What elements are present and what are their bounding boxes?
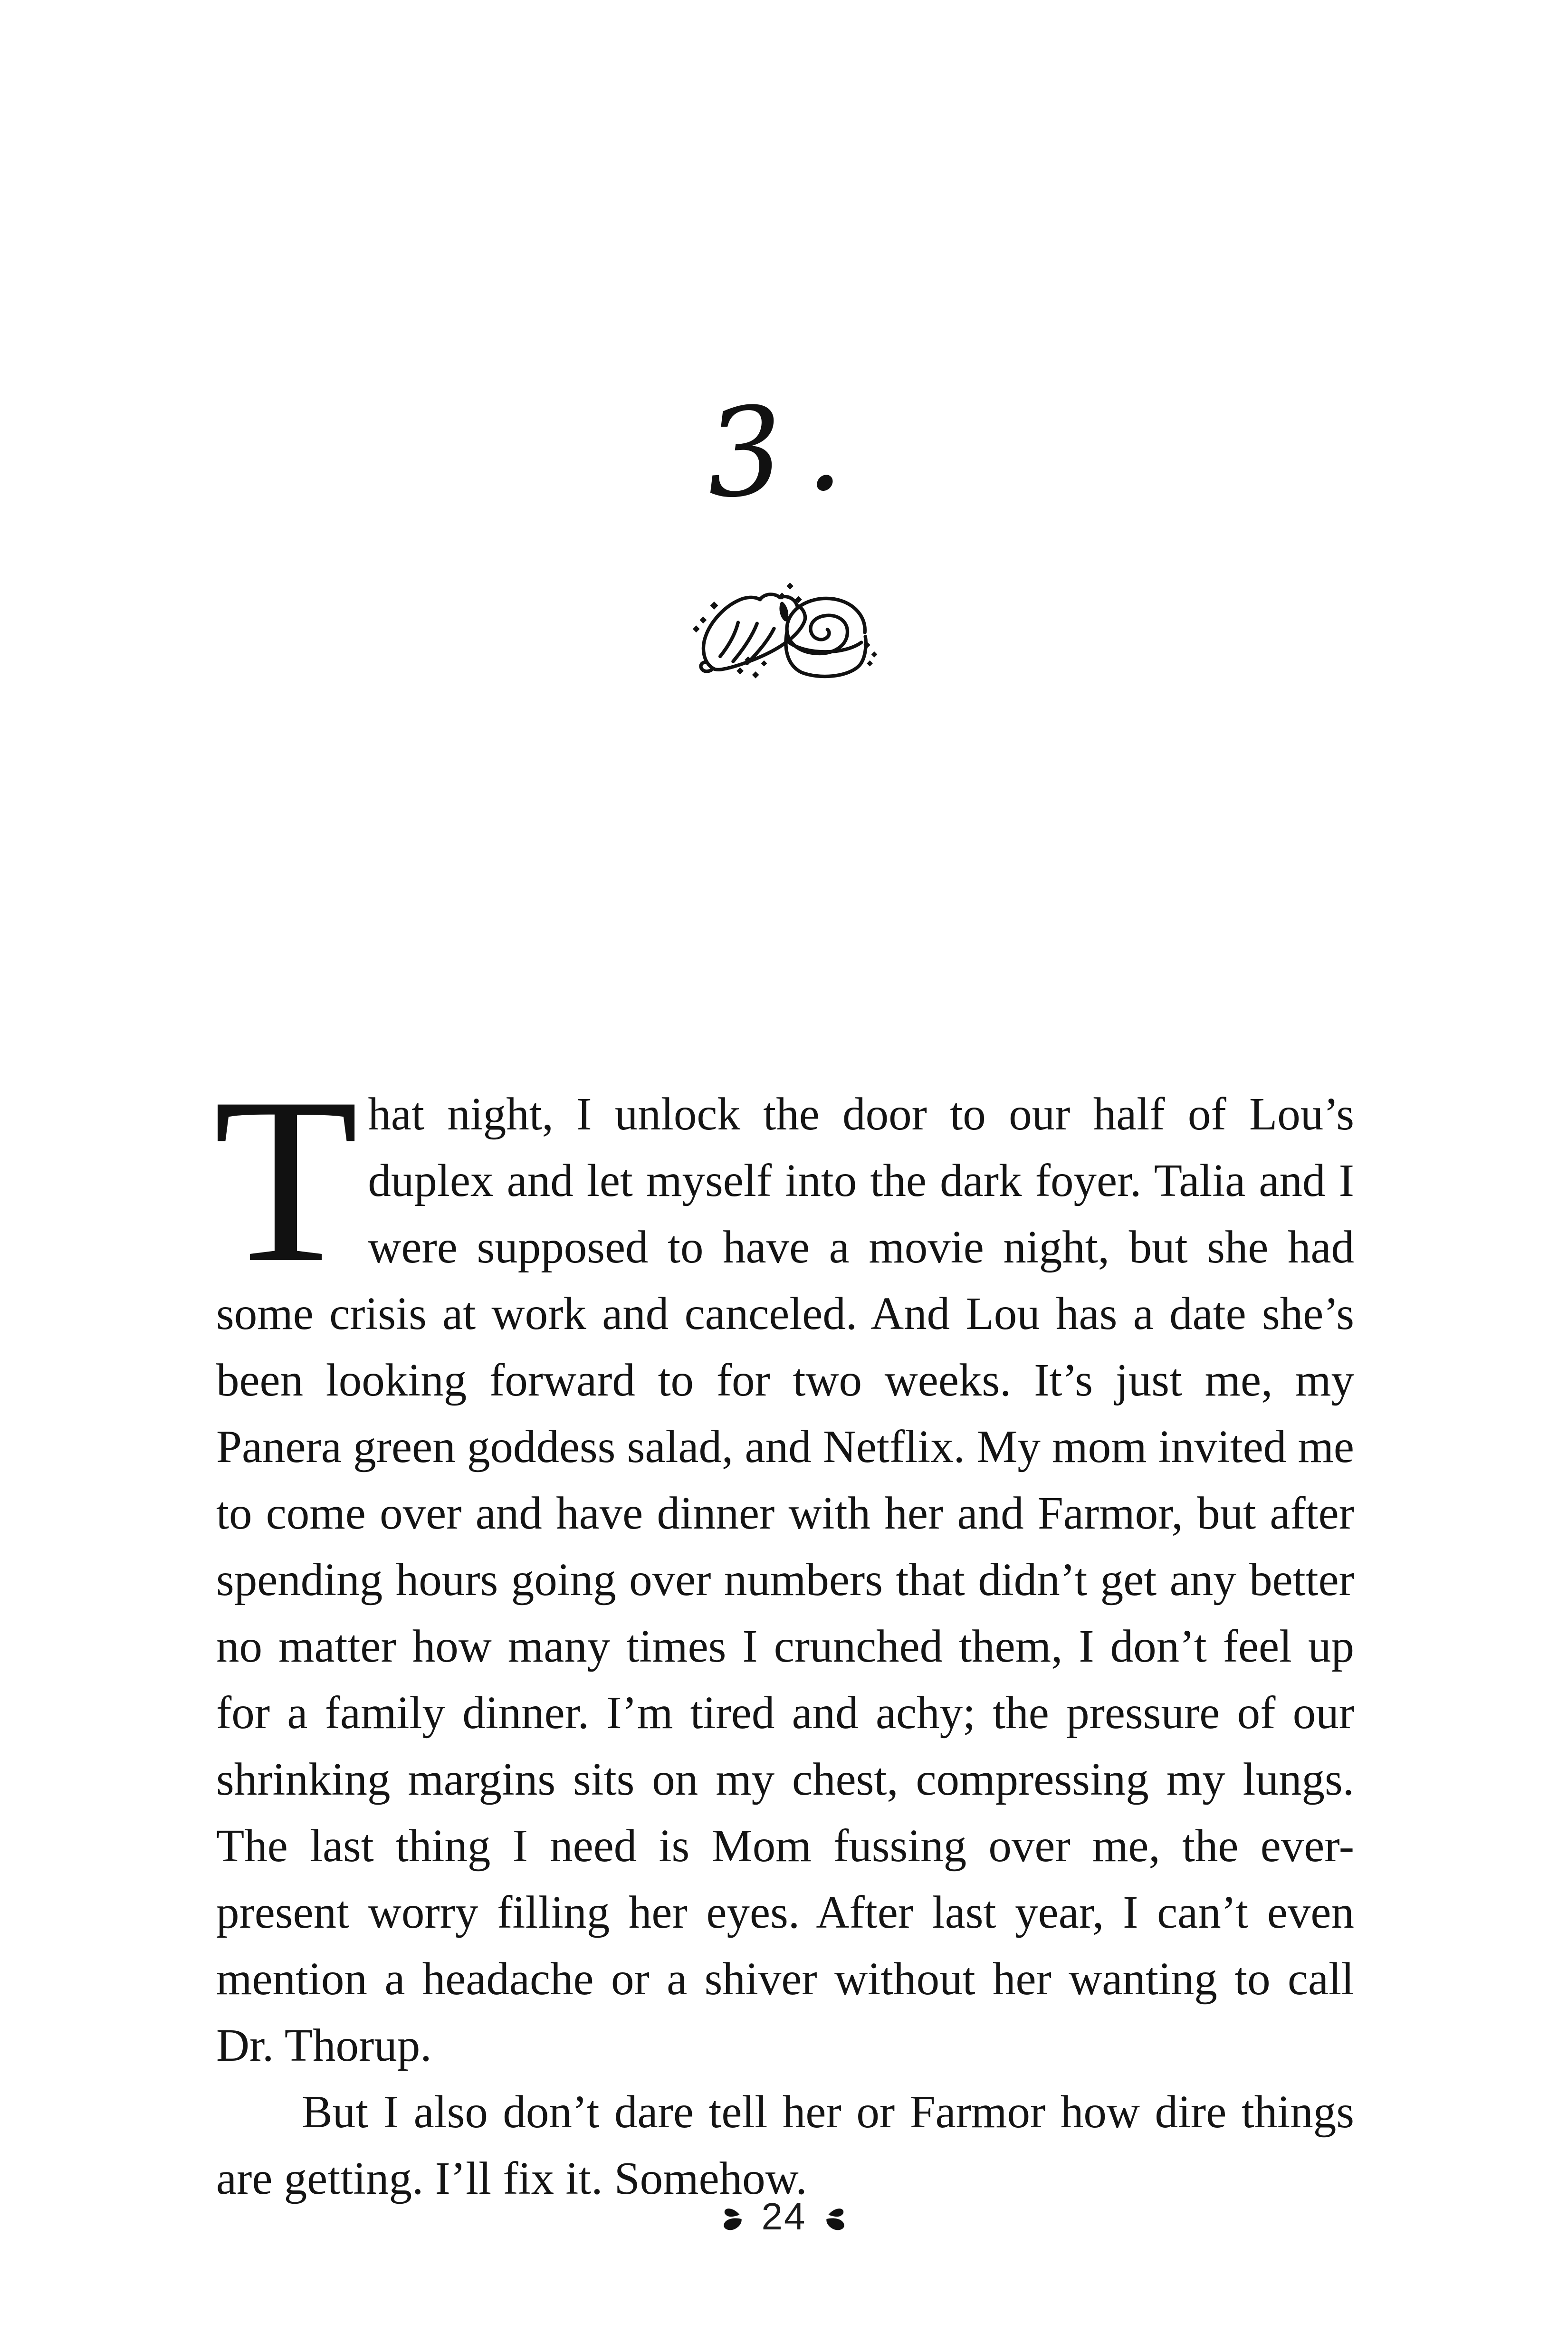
page-number: 24 bbox=[761, 2195, 807, 2237]
fleuron-left-icon bbox=[720, 2205, 747, 2231]
chapter-heading bbox=[0, 374, 1568, 526]
chapter-body bbox=[213, 1049, 1354, 2212]
paragraph-1 bbox=[213, 1049, 1354, 2079]
chapter-number: 3. bbox=[701, 374, 867, 526]
chapter-illustration bbox=[0, 573, 1568, 692]
paragraph-2: But I also don’t dare tell her or Farmor how dire things are getting. I’ll fix it. Somehow. bbox=[216, 2086, 1354, 2204]
fleuron-right-icon bbox=[821, 2205, 848, 2231]
page-footer bbox=[0, 2195, 1568, 2238]
croissant-cinnamon-roll-icon bbox=[684, 573, 884, 690]
drop-cap-letter: T bbox=[213, 1049, 359, 1312]
paragraph-1-text: hat night, I unlock the door to our half of Lou’s duplex and let myself into the dark foyer. Talia and I were supposed to have a movie night, but she had some crisis at work and canceled. And Lou has a date she’s been looking forward to for two weeks. It’s just me, my Panera green goddess salad, and Netflix. My mom invited me to come over and have dinner with her and Farmor, but after spending hours going over numbers that didn’t get any better no matter how many times I crunched them, I don’t feel up for a family dinner. I’m tired and achy; the pressure of our shrinking margins sits on my chest, compressing my lungs. The last thing I need is Mom fussing over me, the ever-present worry filling her eyes. After last year, I can’t even mention a headache or a shiver without her wanting to call Dr. Thorup. bbox=[216, 1089, 1354, 2071]
